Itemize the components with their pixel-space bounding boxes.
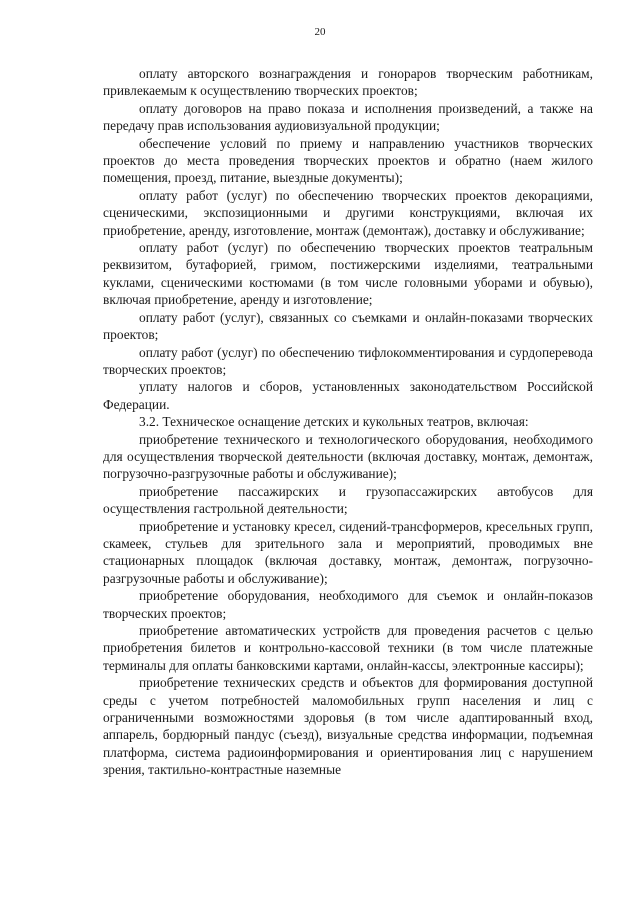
paragraph: приобретение автоматических устройств для проведения расчетов с целью приобретения билетов и контрольно-кассовой техники (в том числе платежные терминалы для оплаты банковскими картами, онлайн-кассы, электронные кассиры); [103,623,593,673]
section-heading: 3.2. Техническое оснащение детских и кукольных театров, включая: [139,414,529,430]
paragraph: уплату налогов и сборов, установленных законодательством Российской Федерации. [103,379,593,412]
page-number: 20 [314,26,326,38]
paragraph: приобретение и установку кресел, сидений-трансформеров, кресельных групп, скамеек, стульев для зрительного зала и мероприятий, проводимых вне стационарных площадок (включая доставку, монтаж, демонтаж, погрузочно-разгрузочные работы и обслуживание); [103,518,593,586]
paragraph: приобретение технического и технологического оборудования, необходимого для осуществления творческой деятельности (включая доставку, монтаж, демонтаж, погрузочно-разгрузочные работы и обслуживание); [103,431,593,482]
paragraph: приобретение оборудования, необходимого для съемок и онлайн-показов творческих проектов; [103,588,593,621]
paragraph: обеспечение условий по приему и направлению участников творческих проектов до места проведения творческих проектов и обратно (наем жилого помещения, проезд, питание, выездные документы); [103,135,593,186]
paragraph: приобретение технических средств и объектов для формирования доступной среды с учетом потребностей маломобильных групп населения и лиц с ограниченными возможностями здоровья (в том числе адаптированный вход, аппарель, бордюрный пандус (съезд), визуальные средства информации, подъемная платформа, система радиоинформирования и ориентирования лиц с нарушением зрения, тактильно-контрастные наземные [103,675,593,778]
paragraph: оплату работ (услуг) по обеспечению творческих проектов театральным реквизитом, бутафорией, гримом, постижерскими изделиями, театральными куклами, сценическими костюмами (в том числе головными уборами и обувью), включая приобретение, аренду и изготовление; [103,240,593,308]
paragraph: оплату авторского вознаграждения и гонораров творческим работникам, привлекаемым к осуществлению творческих проектов; [103,66,593,99]
paragraph: оплату работ (услуг), связанных со съемками и онлайн-показами творческих проектов; [103,309,593,343]
body-text [103,65,593,779]
paragraph: приобретение пассажирских и грузопассажирских автобусов для осуществления гастрольной деятельности; [103,483,593,517]
paragraph: оплату работ (услуг) по обеспечению тифлокомментирования и сурдоперевода творческих проектов; [103,344,593,377]
paragraph: оплату договоров на право показа и исполнения произведений, а также на передачу прав использования аудиовизуальной продукции; [103,100,593,134]
paragraph: оплату работ (услуг) по обеспечению творческих проектов декорациями, сценическими, экспозиционными и другими конструкциями, включая их приобретение, аренду, изготовление, монтаж (демонтаж), доставку и обслуживание; [103,187,593,238]
